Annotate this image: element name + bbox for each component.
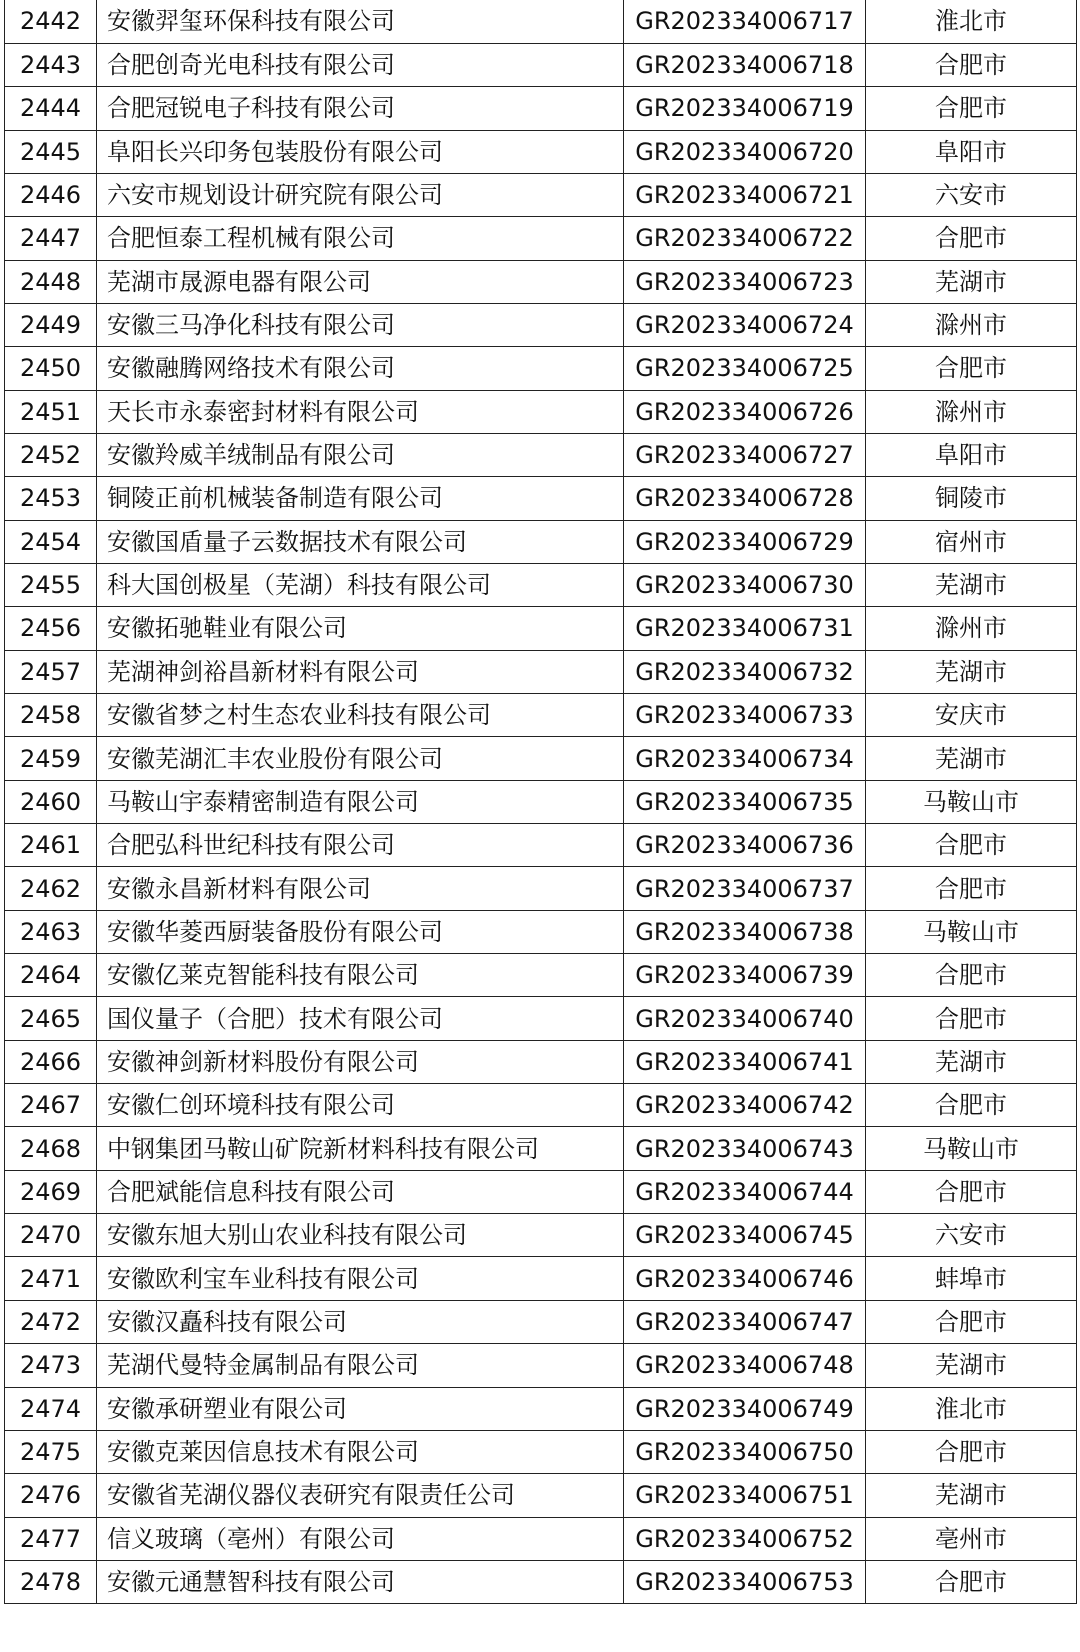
- row-number-cell: 2442: [5, 0, 97, 43]
- table-row: [5, 433, 1077, 476]
- certificate-code-cell: GR202334006731: [624, 607, 866, 650]
- row-number-cell: 2467: [5, 1084, 97, 1127]
- row-number-cell: 2470: [5, 1214, 97, 1257]
- city-cell: 合肥市: [866, 87, 1077, 130]
- row-number-cell: 2443: [5, 43, 97, 86]
- city-cell: 合肥市: [866, 954, 1077, 997]
- table-row: [5, 1084, 1077, 1127]
- certificate-code-cell: GR202334006717: [624, 0, 866, 43]
- row-number-cell: 2474: [5, 1387, 97, 1430]
- city-cell: 合肥市: [866, 43, 1077, 86]
- table-row: [5, 650, 1077, 693]
- row-number-cell: 2448: [5, 260, 97, 303]
- table-row: [5, 1560, 1077, 1603]
- table-row: [5, 390, 1077, 433]
- city-cell: 合肥市: [866, 217, 1077, 260]
- certificate-code-cell: GR202334006723: [624, 260, 866, 303]
- table-row: [5, 694, 1077, 737]
- table-row: [5, 43, 1077, 86]
- row-number-cell: 2469: [5, 1170, 97, 1213]
- certificate-code-cell: GR202334006725: [624, 347, 866, 390]
- company-name-cell: 马鞍山宇泰精密制造有限公司: [97, 780, 624, 823]
- city-cell: 马鞍山市: [866, 780, 1077, 823]
- city-cell: 马鞍山市: [866, 910, 1077, 953]
- certificate-code-cell: GR202334006742: [624, 1084, 866, 1127]
- table-row: [5, 1214, 1077, 1257]
- city-cell: 蚌埠市: [866, 1257, 1077, 1300]
- city-cell: 淮北市: [866, 0, 1077, 43]
- certificate-code-cell: GR202334006727: [624, 433, 866, 476]
- certificate-code-cell: GR202334006718: [624, 43, 866, 86]
- company-name-cell: 安徽欧利宝车业科技有限公司: [97, 1257, 624, 1300]
- certificate-code-cell: GR202334006739: [624, 954, 866, 997]
- city-cell: 六安市: [866, 173, 1077, 216]
- certificate-code-cell: GR202334006737: [624, 867, 866, 910]
- table-row: [5, 910, 1077, 953]
- row-number-cell: 2452: [5, 433, 97, 476]
- company-name-cell: 安徽仁创环境科技有限公司: [97, 1084, 624, 1127]
- certificate-code-cell: GR202334006750: [624, 1430, 866, 1473]
- table-row: [5, 260, 1077, 303]
- table-row: [5, 563, 1077, 606]
- table-row: [5, 87, 1077, 130]
- row-number-cell: 2466: [5, 1040, 97, 1083]
- company-name-cell: 安徽羚威羊绒制品有限公司: [97, 433, 624, 476]
- certificate-code-cell: GR202334006726: [624, 390, 866, 433]
- row-number-cell: 2449: [5, 303, 97, 346]
- table-row: [5, 1344, 1077, 1387]
- company-name-cell: 合肥弘科世纪科技有限公司: [97, 824, 624, 867]
- city-cell: 宿州市: [866, 520, 1077, 563]
- city-cell: 淮北市: [866, 1387, 1077, 1430]
- table-row: [5, 737, 1077, 780]
- city-cell: 合肥市: [866, 997, 1077, 1040]
- city-cell: 安庆市: [866, 694, 1077, 737]
- company-name-cell: 安徽亿莱克智能科技有限公司: [97, 954, 624, 997]
- city-cell: 合肥市: [866, 1430, 1077, 1473]
- row-number-cell: 2465: [5, 997, 97, 1040]
- company-name-cell: 合肥恒泰工程机械有限公司: [97, 217, 624, 260]
- certificate-code-cell: GR202334006736: [624, 824, 866, 867]
- city-cell: 芜湖市: [866, 1040, 1077, 1083]
- table-row: [5, 780, 1077, 823]
- company-name-cell: 科大国创极星（芜湖）科技有限公司: [97, 563, 624, 606]
- city-cell: 芜湖市: [866, 260, 1077, 303]
- certificate-code-cell: GR202334006743: [624, 1127, 866, 1170]
- city-cell: 滁州市: [866, 390, 1077, 433]
- table-row: [5, 173, 1077, 216]
- row-number-cell: 2468: [5, 1127, 97, 1170]
- row-number-cell: 2462: [5, 867, 97, 910]
- enterprise-list-table: [4, 0, 1077, 1604]
- city-cell: 芜湖市: [866, 1474, 1077, 1517]
- city-cell: 合肥市: [866, 867, 1077, 910]
- table-row: [5, 1474, 1077, 1517]
- table-row: [5, 1040, 1077, 1083]
- company-name-cell: 安徽芜湖汇丰农业股份有限公司: [97, 737, 624, 780]
- certificate-code-cell: GR202334006720: [624, 130, 866, 173]
- row-number-cell: 2477: [5, 1517, 97, 1560]
- table-row: [5, 1170, 1077, 1213]
- certificate-code-cell: GR202334006747: [624, 1300, 866, 1343]
- city-cell: 芜湖市: [866, 650, 1077, 693]
- company-name-cell: 安徽省芜湖仪器仪表研究有限责任公司: [97, 1474, 624, 1517]
- company-name-cell: 中钢集团马鞍山矿院新材料科技有限公司: [97, 1127, 624, 1170]
- row-number-cell: 2447: [5, 217, 97, 260]
- company-name-cell: 安徽拓驰鞋业有限公司: [97, 607, 624, 650]
- row-number-cell: 2445: [5, 130, 97, 173]
- row-number-cell: 2458: [5, 694, 97, 737]
- company-name-cell: 芜湖市晟源电器有限公司: [97, 260, 624, 303]
- table-row: [5, 0, 1077, 43]
- city-cell: 合肥市: [866, 1170, 1077, 1213]
- row-number-cell: 2463: [5, 910, 97, 953]
- company-name-cell: 安徽融腾网络技术有限公司: [97, 347, 624, 390]
- company-name-cell: 安徽国盾量子云数据技术有限公司: [97, 520, 624, 563]
- row-number-cell: 2444: [5, 87, 97, 130]
- certificate-code-cell: GR202334006722: [624, 217, 866, 260]
- certificate-code-cell: GR202334006740: [624, 997, 866, 1040]
- row-number-cell: 2478: [5, 1560, 97, 1603]
- table-row: [5, 477, 1077, 520]
- company-name-cell: 六安市规划设计研究院有限公司: [97, 173, 624, 216]
- city-cell: 合肥市: [866, 824, 1077, 867]
- certificate-code-cell: GR202334006752: [624, 1517, 866, 1560]
- row-number-cell: 2473: [5, 1344, 97, 1387]
- certificate-code-cell: GR202334006746: [624, 1257, 866, 1300]
- certificate-code-cell: GR202334006735: [624, 780, 866, 823]
- company-name-cell: 合肥冠锐电子科技有限公司: [97, 87, 624, 130]
- company-name-cell: 国仪量子（合肥）技术有限公司: [97, 997, 624, 1040]
- row-number-cell: 2450: [5, 347, 97, 390]
- company-name-cell: 安徽克莱因信息技术有限公司: [97, 1430, 624, 1473]
- company-name-cell: 芜湖神剑裕昌新材料有限公司: [97, 650, 624, 693]
- certificate-code-cell: GR202334006732: [624, 650, 866, 693]
- city-cell: 芜湖市: [866, 1344, 1077, 1387]
- certificate-code-cell: GR202334006730: [624, 563, 866, 606]
- city-cell: 芜湖市: [866, 737, 1077, 780]
- row-number-cell: 2456: [5, 607, 97, 650]
- company-name-cell: 芜湖代曼特金属制品有限公司: [97, 1344, 624, 1387]
- row-number-cell: 2455: [5, 563, 97, 606]
- certificate-code-cell: GR202334006741: [624, 1040, 866, 1083]
- city-cell: 合肥市: [866, 1560, 1077, 1603]
- table-row: [5, 997, 1077, 1040]
- row-number-cell: 2461: [5, 824, 97, 867]
- table-row: [5, 1517, 1077, 1560]
- company-name-cell: 阜阳长兴印务包装股份有限公司: [97, 130, 624, 173]
- city-cell: 芜湖市: [866, 563, 1077, 606]
- table-row: [5, 1430, 1077, 1473]
- row-number-cell: 2460: [5, 780, 97, 823]
- city-cell: 滁州市: [866, 303, 1077, 346]
- city-cell: 阜阳市: [866, 130, 1077, 173]
- city-cell: 马鞍山市: [866, 1127, 1077, 1170]
- company-name-cell: 天长市永泰密封材料有限公司: [97, 390, 624, 433]
- company-name-cell: 合肥创奇光电科技有限公司: [97, 43, 624, 86]
- certificate-code-cell: GR202334006721: [624, 173, 866, 216]
- company-name-cell: 安徽永昌新材料有限公司: [97, 867, 624, 910]
- company-name-cell: 安徽华菱西厨装备股份有限公司: [97, 910, 624, 953]
- city-cell: 滁州市: [866, 607, 1077, 650]
- certificate-code-cell: GR202334006738: [624, 910, 866, 953]
- certificate-code-cell: GR202334006751: [624, 1474, 866, 1517]
- certificate-code-cell: GR202334006719: [624, 87, 866, 130]
- city-cell: 亳州市: [866, 1517, 1077, 1560]
- table-row: [5, 520, 1077, 563]
- city-cell: 阜阳市: [866, 433, 1077, 476]
- company-name-cell: 合肥斌能信息科技有限公司: [97, 1170, 624, 1213]
- certificate-code-cell: GR202334006753: [624, 1560, 866, 1603]
- company-name-cell: 信义玻璃（亳州）有限公司: [97, 1517, 624, 1560]
- table-row: [5, 824, 1077, 867]
- table-row: [5, 1300, 1077, 1343]
- certificate-code-cell: GR202334006744: [624, 1170, 866, 1213]
- certificate-code-cell: GR202334006745: [624, 1214, 866, 1257]
- row-number-cell: 2475: [5, 1430, 97, 1473]
- row-number-cell: 2457: [5, 650, 97, 693]
- certificate-code-cell: GR202334006748: [624, 1344, 866, 1387]
- table-row: [5, 347, 1077, 390]
- certificate-code-cell: GR202334006724: [624, 303, 866, 346]
- city-cell: 六安市: [866, 1214, 1077, 1257]
- company-name-cell: 安徽羿玺环保科技有限公司: [97, 0, 624, 43]
- table-row: [5, 954, 1077, 997]
- table-row: [5, 303, 1077, 346]
- certificate-code-cell: GR202334006734: [624, 737, 866, 780]
- company-name-cell: 安徽东旭大别山农业科技有限公司: [97, 1214, 624, 1257]
- company-name-cell: 安徽承研塑业有限公司: [97, 1387, 624, 1430]
- certificate-code-cell: GR202334006728: [624, 477, 866, 520]
- company-name-cell: 安徽省梦之村生态农业科技有限公司: [97, 694, 624, 737]
- city-cell: 合肥市: [866, 1084, 1077, 1127]
- table-body: [5, 0, 1077, 1604]
- row-number-cell: 2451: [5, 390, 97, 433]
- row-number-cell: 2453: [5, 477, 97, 520]
- row-number-cell: 2459: [5, 737, 97, 780]
- table-row: [5, 217, 1077, 260]
- table-row: [5, 130, 1077, 173]
- company-name-cell: 铜陵正前机械装备制造有限公司: [97, 477, 624, 520]
- company-name-cell: 安徽汉矗科技有限公司: [97, 1300, 624, 1343]
- row-number-cell: 2446: [5, 173, 97, 216]
- table-row: [5, 1257, 1077, 1300]
- certificate-code-cell: GR202334006733: [624, 694, 866, 737]
- company-name-cell: 安徽元通慧智科技有限公司: [97, 1560, 624, 1603]
- certificate-code-cell: GR202334006729: [624, 520, 866, 563]
- table-row: [5, 867, 1077, 910]
- city-cell: 铜陵市: [866, 477, 1077, 520]
- row-number-cell: 2471: [5, 1257, 97, 1300]
- row-number-cell: 2464: [5, 954, 97, 997]
- certificate-code-cell: GR202334006749: [624, 1387, 866, 1430]
- city-cell: 合肥市: [866, 1300, 1077, 1343]
- table-row: [5, 1387, 1077, 1430]
- company-name-cell: 安徽神剑新材料股份有限公司: [97, 1040, 624, 1083]
- company-name-cell: 安徽三马净化科技有限公司: [97, 303, 624, 346]
- row-number-cell: 2476: [5, 1474, 97, 1517]
- row-number-cell: 2454: [5, 520, 97, 563]
- table-row: [5, 1127, 1077, 1170]
- city-cell: 合肥市: [866, 347, 1077, 390]
- row-number-cell: 2472: [5, 1300, 97, 1343]
- table-row: [5, 607, 1077, 650]
